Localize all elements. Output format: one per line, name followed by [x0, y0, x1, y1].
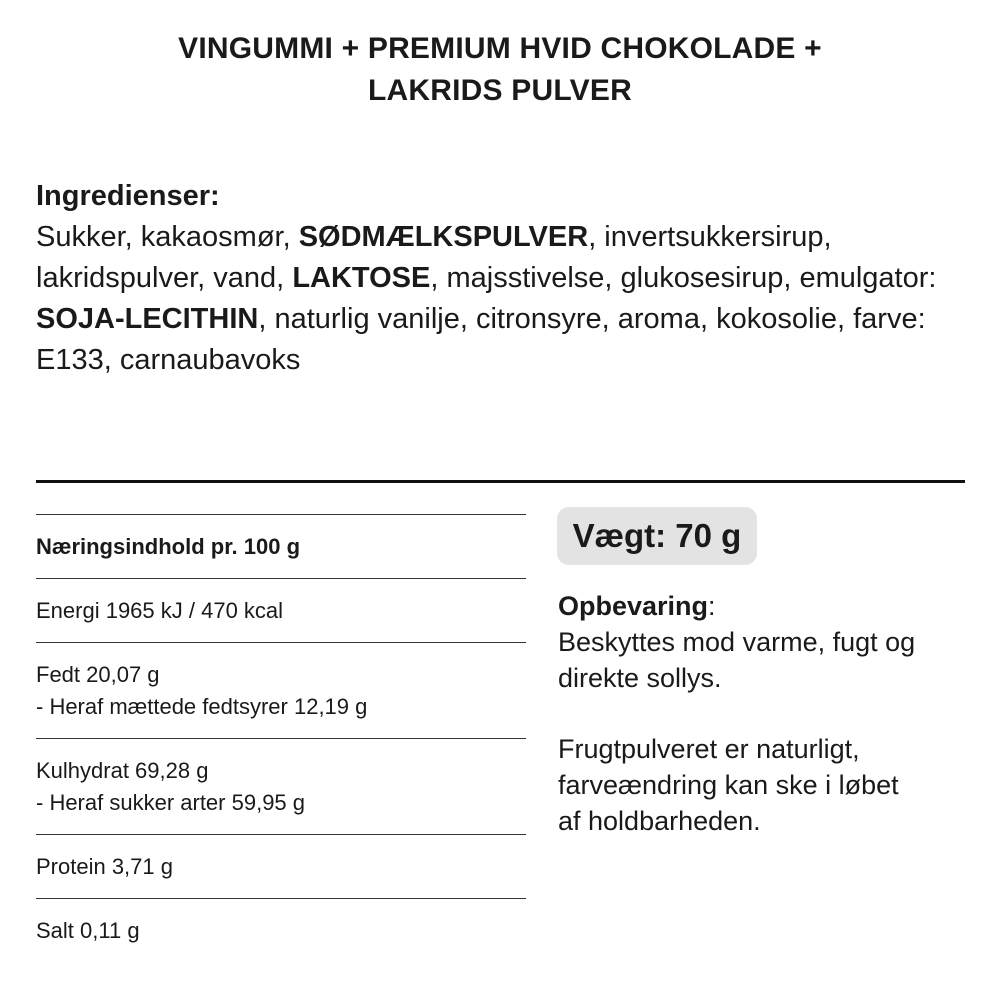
storage-text-line1: Beskyttes mod varme, fugt og	[558, 627, 916, 657]
nutrition-heading-row	[36, 515, 526, 578]
protein-value: Protein 3,71 g	[36, 853, 173, 879]
storage-text-line2: direkte sollys.	[558, 663, 722, 693]
fruit-note-line2: farveændring kan ske i løbet	[558, 770, 899, 800]
ingredients-section	[36, 176, 966, 381]
ingredients-heading: Ingredienser:	[36, 180, 220, 212]
storage-heading: Opbevaring	[558, 591, 709, 621]
table-row	[36, 899, 526, 962]
table-row	[36, 835, 526, 898]
saturated-fat-value: - Heraf mættede fedtsyrer 12,19 g	[36, 693, 368, 719]
weight-badge: Vægt: 70 g	[557, 507, 757, 565]
ingredients-text-4: , naturlig vanilje, citronsyre, aroma, kokosolie, farve: E133, carnaubavoks	[36, 303, 926, 376]
allergen-milk-powder: SØDMÆLKSPULVER	[298, 221, 589, 253]
ingredients-text-3: , majsstivelse, glukosesirup, emulgator:	[430, 262, 937, 294]
product-title	[0, 28, 1000, 112]
storage-heading-colon: :	[708, 591, 716, 621]
ingredients-text-1: Sukker, kakaosmør,	[36, 221, 299, 253]
table-row	[36, 579, 526, 642]
fruit-note-line1: Frugtpulveret er naturligt,	[558, 734, 860, 764]
product-title-line2: LAKRIDS PULVER	[368, 74, 632, 107]
fruit-powder-note	[558, 731, 978, 839]
nutrition-heading: Næringsindhold pr. 100 g	[36, 533, 301, 559]
nutrition-table	[36, 514, 526, 962]
storage-section	[558, 588, 978, 696]
fruit-note-line3: af holdbarheden.	[558, 806, 761, 836]
sugars-value: - Heraf sukker arter 59,95 g	[36, 789, 306, 815]
carbohydrate-value: Kulhydrat 69,28 g	[36, 757, 209, 783]
allergen-lactose: LAKTOSE	[292, 262, 431, 294]
section-divider	[36, 480, 965, 483]
storage-heading-line	[558, 588, 978, 624]
fat-value: Fedt 20,07 g	[36, 661, 160, 687]
product-title-line1: VINGUMMI + PREMIUM HVID CHOKOLADE +	[178, 32, 822, 65]
table-row	[36, 739, 526, 834]
energy-value: Energi 1965 kJ / 470 kcal	[36, 597, 284, 623]
salt-value: Salt 0,11 g	[36, 917, 140, 943]
allergen-soy-lecithin: SOJA-LECITHIN	[36, 303, 259, 335]
table-row	[36, 643, 526, 738]
ingredients-text-2: , invertsukkersirup, lakridspulver, vand,	[36, 221, 832, 294]
